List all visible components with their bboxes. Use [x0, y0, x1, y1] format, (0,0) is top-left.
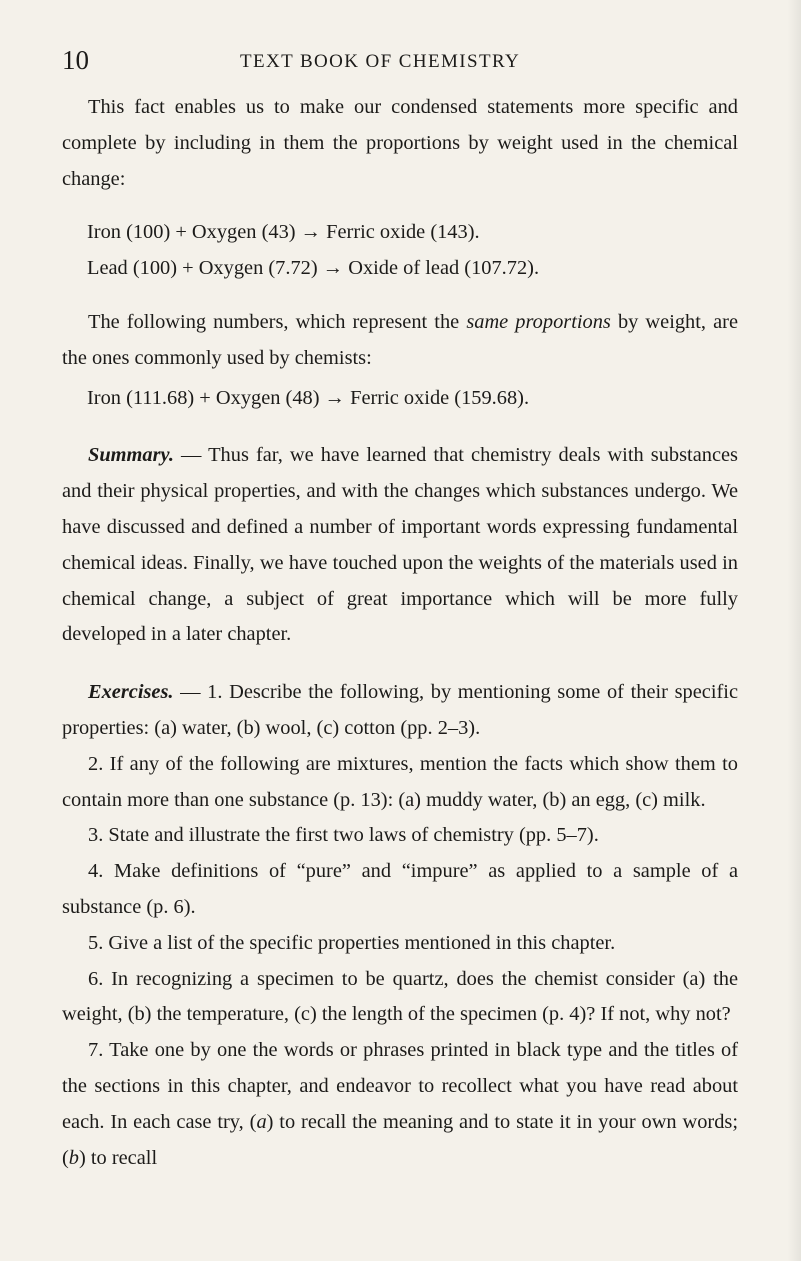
exercise-7: [62, 1033, 738, 1176]
summary-text: — Thus far, we have learned that chemistry deals with substances and their physical properties, and with the changes which substances undergo. We have discussed and defined a number of important words expressing fundamental chemical ideas. Finally, we have touched upon the weights of the materials used in chemical change, a subject of great importance which will be more fully developed in a later chapter.: [62, 444, 738, 646]
equation-iron: Iron (100) + Oxygen (43) → Ferric oxide (143).: [87, 221, 480, 244]
equation-lead: Lead (100) + Oxygen (7.72) → Oxide of lead (107.72).: [87, 257, 540, 280]
exercise-5: 5. Give a list of the specific properties mentioned in this chapter.: [88, 931, 616, 954]
page-header: [62, 42, 742, 78]
exercise-4: 4. Make definitions of “pure” and “impure” as applied to a sample of a substance (p. 6).: [62, 860, 738, 918]
intro-paragraph: This fact enables us to make our condensed statements more specific and complete by including in them the proportions by weight used in the chemical change:: [62, 96, 738, 190]
exercise-7-a: a: [256, 1110, 267, 1133]
exercise-3: 3. State and illustrate the first two laws of chemistry (pp. 5–7).: [88, 824, 599, 847]
equation-standard: Iron (111.68) + Oxygen (48) → Ferric oxide (159.68).: [87, 386, 530, 409]
exercises-heading: Exercises.: [88, 681, 174, 704]
exercise-7-b: b: [68, 1146, 79, 1169]
exercise-7-before: 7. Take one by one the words or phrases printed in black type and the titles of the sections in this chapter, and endeavor to recollect what you have read about each. In each case try, (: [62, 1039, 738, 1133]
equation-block: [62, 215, 738, 287]
summary-paragraph: [62, 438, 738, 653]
page-edge-shadow: [787, 0, 801, 1261]
exercise-1: — 1. Describe the following, by mentioning some of their specific properties: (a) water, (b) wool, (c) cotton (pp. 2–3).: [62, 681, 738, 739]
following-text-after: by weight, are the ones commonly used by chemists:: [62, 310, 738, 369]
exercise-7-middle: ) to recall the meaning and to state it in your own words; (: [62, 1110, 738, 1169]
page-number: 10: [62, 45, 89, 75]
exercises-paragraph: [62, 675, 738, 747]
running-title: TEXT BOOK OF CHEMISTRY: [240, 51, 521, 72]
following-paragraph: [62, 305, 738, 377]
summary-heading: Summary.: [88, 444, 174, 467]
body-text: [62, 90, 738, 1176]
exercise-2: 2. If any of the following are mixtures, mention the facts which show them to contain more than one substance (p. 13): (a) muddy water, (b) an egg, (c) milk.: [62, 752, 738, 811]
exercise-6: 6. In recognizing a specimen to be quartz, does the chemist consider (a) the weight, (b) the temperature, (c) the length of the specimen (p. 4)? If not, why not?: [62, 967, 738, 1026]
emphasis-same-proportions: same proportions: [466, 310, 611, 333]
exercise-7-after: ) to recall: [79, 1146, 158, 1169]
following-text-before: The following numbers, which represent the: [88, 310, 467, 333]
